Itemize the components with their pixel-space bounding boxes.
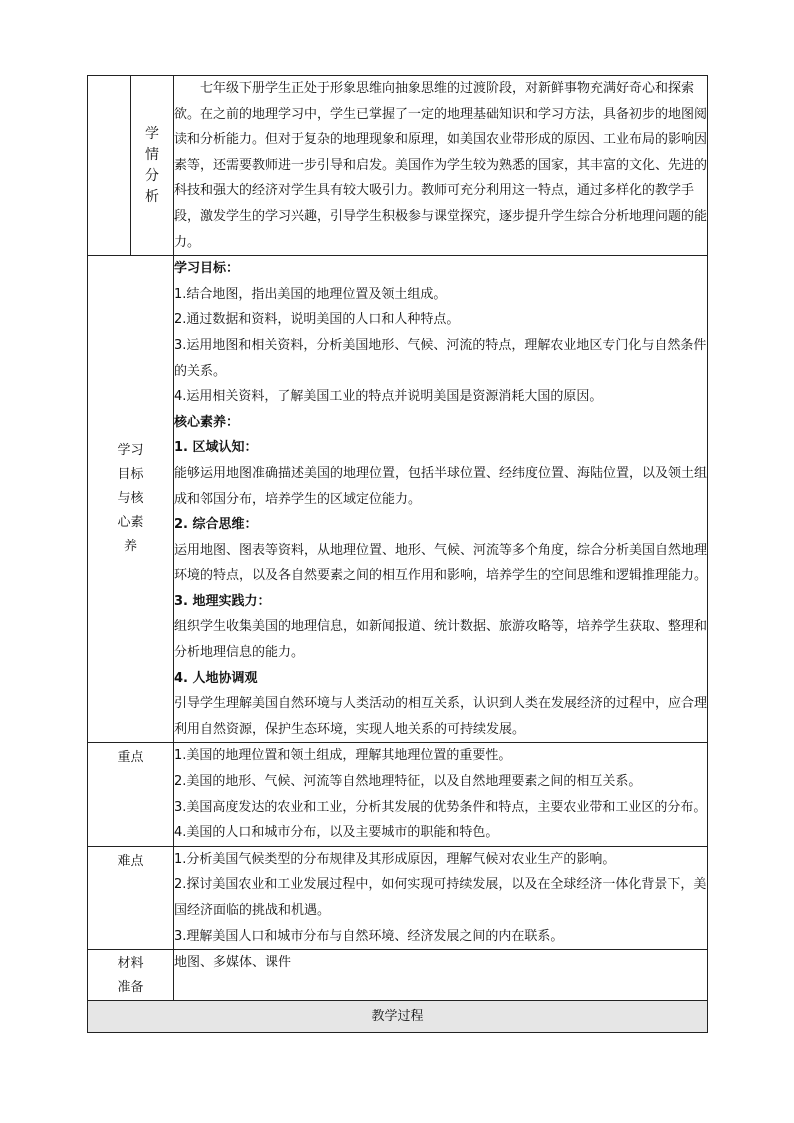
analysis-label: 学 情 分 析 <box>145 125 159 205</box>
difficulties-content <box>174 846 708 949</box>
objectives-content <box>174 256 708 743</box>
process-header: 教学过程 <box>88 1001 708 1033</box>
literacy-text: 组织学生收集美国的地理信息，如新闻报道、统计数据、旅游攻略等，培养学生获取、整理和分析地理信息的能力。 <box>174 619 708 661</box>
literacy-text: 能够运用地图准确描述美国的地理位置，包括半球位置、经纬度位置、海陆位置，以及领土组成和邻国分布，培养学生的区域定位能力。 <box>174 465 708 507</box>
analysis-empty-cell <box>88 76 131 256</box>
analysis-text: 七年级下册学生正处于形象思维向抽象思维的过渡阶段，对新鲜事物充满好奇心和探索欲。在之前的地理学习中，学生已掌握了一定的地理基础知识和学习方法，具备初步的地图阅读和分析能力。但对于复杂的地理现象和原理，如美国农业带形成的原因、工业布局的影响因素等，还需要教师进一步引导和启发。美国作为学生较为熟悉的国家，其丰富的文化、先进的科技和强大的经济对学生具有较大吸引力。教师可充分利用这一特点，通过多样化的教学手段，激发学生的学习兴趣，引导学生积极参与课堂探究，逐步提升学生综合分析地理问题的能力。 <box>174 81 708 250</box>
core-literacy-heading: 核心素养： <box>174 414 240 430</box>
objective-item: 3.运用地图和相关资料，分析美国地形、气候、河流的特点，理解农业地区专门化与自然条件的关系。 <box>174 337 707 379</box>
objectives-label: 学习 目标 与核 心素 养 <box>117 443 144 555</box>
objective-item: 4.运用相关资料，了解美国工业的特点并说明美国是资源消耗大国的原因。 <box>174 389 603 405</box>
materials-content <box>174 950 708 1001</box>
key-point-item: 2.美国的地形、气候、河流等自然地理特征，以及自然地理要素之间的相互关系。 <box>174 774 642 790</box>
objectives-label-cell <box>88 256 174 743</box>
difficulty-item: 2.探讨美国农业和工业发展过程中，如何实现可持续发展，以及在全球经济一体化背景下，美国经济面临的挑战和机遇。 <box>174 877 707 918</box>
literacy-title: 3. 地理实践力： <box>174 593 271 609</box>
literacy-text: 引导学生理解美国自然环境与人类活动的相互关系，认识到人类在发展经济的过程中，应合理利用自然资源，保护生态环境，实现人地关系的可持续发展。 <box>174 696 708 737</box>
objectives-heading: 学习目标： <box>174 261 240 277</box>
literacy-title: 1. 区域认知： <box>174 440 258 456</box>
literacy-title: 2. 综合思维： <box>174 517 258 533</box>
analysis-label-cell <box>131 76 174 256</box>
key-point-item: 1.美国的地理位置和领土组成，理解其地理位置的重要性。 <box>174 748 512 764</box>
key-points-row <box>88 743 708 846</box>
difficulty-item: 3.理解美国人口和城市分布与自然环境、经济发展之间的内在联系。 <box>174 928 564 944</box>
literacy-text: 运用地图、图表等资料，从地理位置、地形、气候、河流等多个角度，综合分析美国自然地理环境的特点，以及各自然要素之间的相互作用和影响，培养学生的空间思维和逻辑推理能力。 <box>174 542 708 584</box>
materials-label-cell <box>88 950 174 1001</box>
objective-item: 2.通过数据和资料，说明美国的人口和人种特点。 <box>174 312 460 328</box>
materials-label: 材料 准备 <box>117 956 144 996</box>
key-points-label: 重点 <box>88 743 174 846</box>
key-point-item: 4.美国的人口和城市分布，以及主要城市的职能和特色。 <box>174 825 499 841</box>
objective-item: 1.结合地图，指出美国的地理位置及领土组成。 <box>174 286 447 302</box>
difficulties-label: 难点 <box>88 846 174 949</box>
difficulties-row <box>88 846 708 949</box>
process-row <box>88 1001 708 1033</box>
materials-row <box>88 950 708 1001</box>
difficulty-item: 1.分析美国气候类型的分布规律及其形成原因，理解气候对农业生产的影响。 <box>174 851 616 867</box>
materials-text: 地图、多媒体、课件 <box>174 955 292 971</box>
analysis-content <box>174 76 708 256</box>
key-point-item: 3.美国高度发达的农业和工业，分析其发展的优势条件和特点，主要农业带和工业区的分布。 <box>174 799 707 815</box>
literacy-title: 4. 人地协调观 <box>174 670 258 686</box>
key-points-content <box>174 743 708 846</box>
objectives-row <box>88 256 708 743</box>
lesson-plan-table <box>87 75 708 1033</box>
analysis-row <box>88 76 708 256</box>
